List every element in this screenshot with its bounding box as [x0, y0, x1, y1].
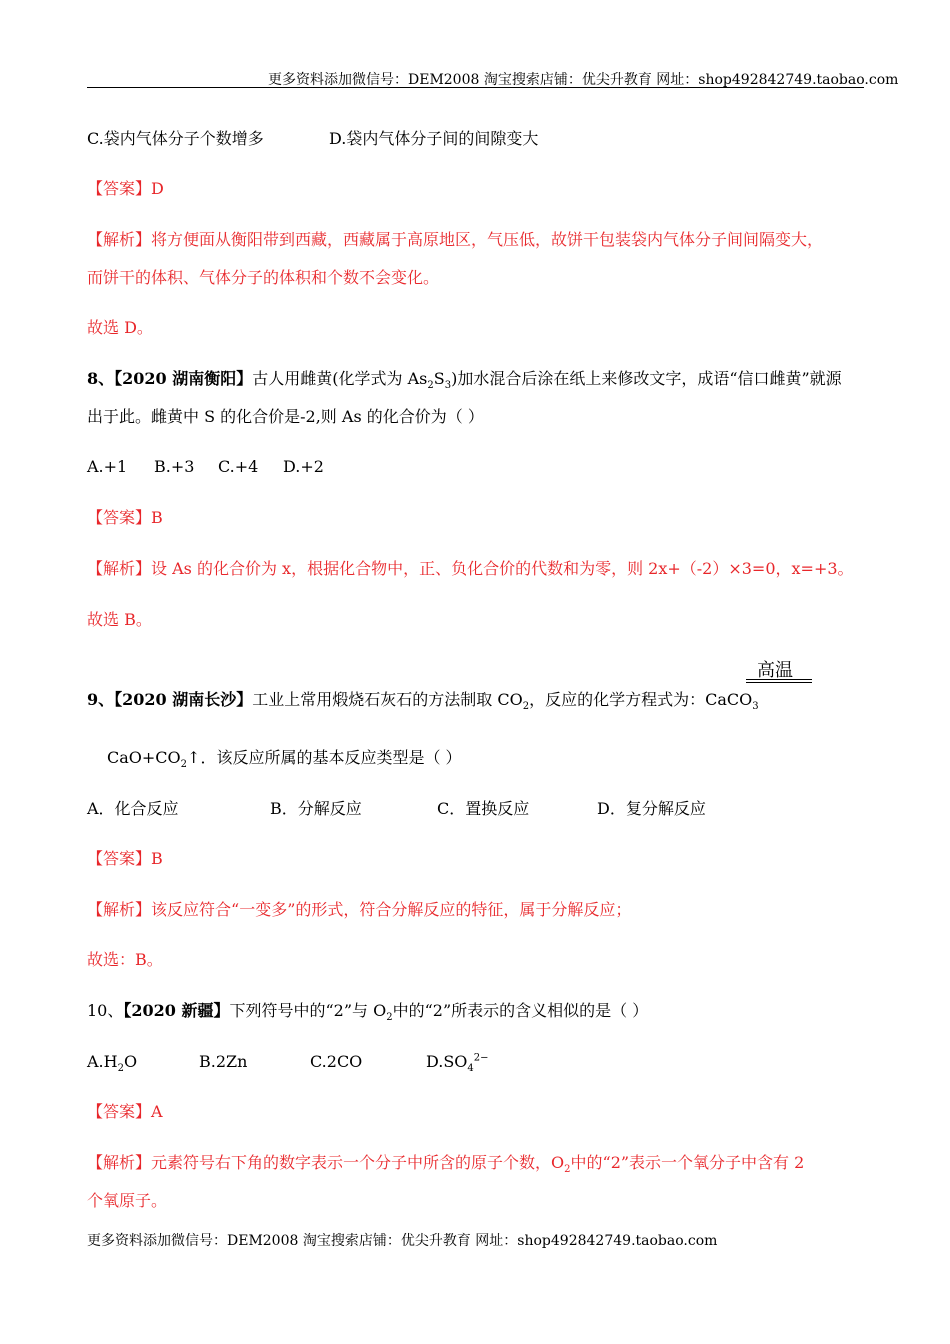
- analysis-text: 该反应符合“一变多”的形式，符合分解反应的特征，属于分解反应；: [151, 900, 632, 919]
- q8-option-c: C.+4: [218, 457, 259, 476]
- q8-text: 古人用雌黄(化学式为 As: [252, 369, 428, 388]
- q10-option-a: [87, 1052, 138, 1075]
- analysis-label: 【解析】: [87, 559, 152, 578]
- q8-stem-line1: [87, 369, 842, 392]
- q7-conclusion: 故选 D。: [87, 318, 153, 337]
- q8-option-d: D.+2: [283, 457, 324, 476]
- q10-answer: [87, 1102, 163, 1122]
- q8-option-a: A.+1: [87, 457, 128, 476]
- q7-answer: [87, 179, 164, 199]
- q10-text: 中的“2”所表示的含义相似的是（ ）: [392, 1001, 649, 1020]
- subscript: 4: [467, 1063, 474, 1075]
- subscript: 2: [427, 380, 434, 392]
- analysis-label: 【解析】: [87, 900, 152, 919]
- q10-option-b: B.2Zn: [199, 1052, 248, 1071]
- q9-option-b: B．分解反应: [270, 799, 362, 818]
- q8-stem-line2: 出于此。雌黄中 S 的化合价是-2,则 As 的化合价为（ ）: [87, 407, 484, 426]
- equals-sign-bar-bottom: [746, 682, 812, 683]
- option-text: A.H: [87, 1052, 118, 1071]
- subscript: 2: [386, 1012, 393, 1024]
- subscript: 2: [522, 701, 530, 713]
- analysis-text: 中的“2”表示一个氧分子中含有 2: [570, 1153, 805, 1172]
- answer-value: A: [151, 1102, 163, 1121]
- q8-conclusion: 故选 B。: [87, 610, 152, 629]
- option-text: O: [123, 1052, 138, 1071]
- q9-conclusion: 故选：B。: [87, 950, 163, 969]
- q8-source: 【2020 湖南衡阳】: [114, 369, 253, 388]
- page-header: 更多资料添加微信号：DEM2008 淘宝搜索店铺：优尖升教育 网址：shop492842749.taobao.com: [268, 72, 899, 88]
- q9-text: ，反应的化学方程式为：CaCO: [529, 690, 753, 709]
- q7-analysis-line2: 而饼干的体积、气体分子的体积和个数不会变化。: [87, 268, 440, 287]
- option-text: D.SO: [426, 1052, 468, 1071]
- q7-analysis-line1: [87, 230, 823, 250]
- analysis-text: 将方便面从衡阳带到西藏，西藏属于高原地区，气压低，故饼干包装袋内气体分子间间隔变大，: [151, 230, 824, 249]
- q8-option-b: B.+3: [154, 457, 195, 476]
- q10-stem: [87, 1001, 649, 1024]
- superscript: 2−: [473, 1052, 489, 1064]
- q10-option-d: [426, 1052, 489, 1075]
- q9-analysis: [87, 900, 631, 920]
- subscript: 3: [444, 380, 452, 392]
- q10-analysis-line2: 个氧原子。: [87, 1191, 168, 1210]
- analysis-text: 元素符号右下角的数字表示一个分子中所含的原子个数，O: [151, 1153, 565, 1172]
- page-footer: 更多资料添加微信号：DEM2008 淘宝搜索店铺：优尖升教育 网址：shop492842749.taobao.com: [87, 1233, 718, 1249]
- q10-source: 【2020 新疆】: [123, 1001, 230, 1020]
- answer-label: 【答案】: [87, 179, 152, 198]
- q9-stem-line2: [107, 748, 462, 771]
- subscript: 2: [117, 1063, 124, 1075]
- equals-sign-bar-top: [746, 679, 812, 680]
- q7-option-c: C.袋内气体分子个数增多: [87, 129, 264, 148]
- q8-analysis: [87, 559, 854, 579]
- answer-label: 【答案】: [87, 849, 152, 868]
- answer-value: D: [151, 179, 164, 198]
- q9-text: ↑．该反应所属的基本反应类型是（ ）: [187, 748, 462, 767]
- q9-text: 工业上常用煅烧石灰石的方法制取 CO: [252, 690, 523, 709]
- q9-option-a: A．化合反应: [87, 799, 179, 818]
- q8-answer: [87, 508, 163, 528]
- subscript: 3: [752, 701, 759, 713]
- q10-text: 下列符号中的“2”与 O: [229, 1001, 387, 1020]
- subscript: 2: [180, 759, 188, 771]
- q8-text: S: [433, 369, 445, 388]
- q9-answer: [87, 849, 163, 869]
- q9-text: CaO+CO: [107, 748, 181, 767]
- analysis-text: 设 As 的化合价为 x，根据化合物中，正、负化合价的代数和为零，则 2x+（-2）×3=0，x=+3。: [151, 559, 854, 578]
- q8-number: 8、: [87, 369, 115, 388]
- q10-option-c: C.2CO: [310, 1052, 363, 1071]
- q7-option-d: D.袋内气体分子间的间隙变大: [329, 129, 539, 148]
- answer-label: 【答案】: [87, 1102, 152, 1121]
- q9-option-d: D．复分解反应: [597, 799, 706, 818]
- q9-stem-line1: [87, 690, 759, 713]
- answer-label: 【答案】: [87, 508, 152, 527]
- answer-value: B: [151, 508, 163, 527]
- analysis-label: 【解析】: [87, 1153, 152, 1172]
- reaction-condition: 高温: [757, 660, 793, 681]
- q10-number: 10、: [87, 1001, 124, 1020]
- analysis-label: 【解析】: [87, 230, 152, 249]
- q10-analysis-line1: [87, 1153, 805, 1176]
- q9-option-c: C．置换反应: [437, 799, 530, 818]
- q8-text: )加水混合后涂在纸上来修改文字，成语“信口雌黄”就源: [451, 369, 842, 388]
- header-rule: [87, 87, 864, 88]
- answer-value: B: [151, 849, 163, 868]
- subscript: 2: [564, 1164, 571, 1176]
- q9-source: 【2020 湖南长沙】: [114, 690, 253, 709]
- q9-number: 9、: [87, 690, 115, 709]
